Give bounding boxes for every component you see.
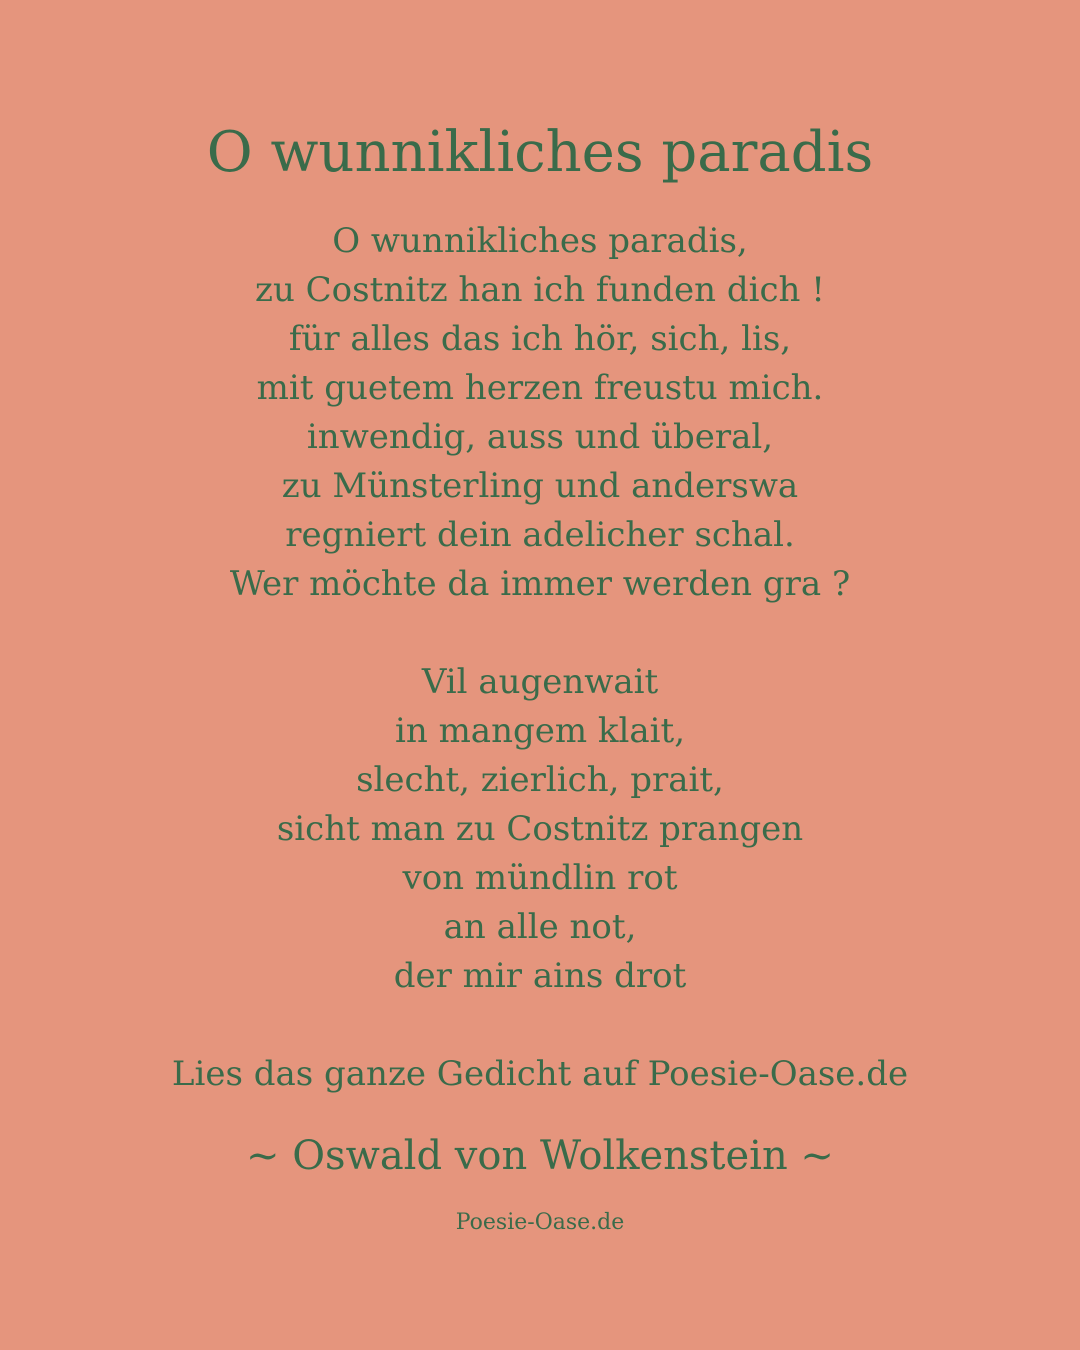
poem-line: regniert dein adelicher schal.: [285, 515, 795, 555]
stanza-2: [0, 658, 1080, 1001]
poem-line: O wunnikliches paradis,: [332, 221, 748, 261]
stanza-1: [0, 217, 1080, 609]
poem-line: der mir ains drot: [393, 956, 687, 996]
poem-line: slecht, zierlich, prait,: [356, 760, 724, 800]
poem-author: ~ Oswald von Wolkenstein ~: [246, 1133, 834, 1179]
poem-line: Vil augenwait: [421, 662, 659, 702]
poem-line: an alle not,: [443, 907, 637, 947]
site-watermark: Poesie-Oase.de: [455, 1210, 625, 1235]
poem-line: zu Costnitz han ich funden dich !: [255, 270, 825, 310]
poem-line: für alles das ich hör, sich, lis,: [288, 319, 792, 359]
poem-line: zu Münsterling und anderswa: [281, 466, 799, 506]
poem-line: von mündlin rot: [402, 858, 678, 898]
poem-line: in mangem klait,: [394, 711, 685, 751]
poem-line: Wer möchte da immer werden gra ?: [229, 564, 851, 604]
poem-title: O wunnikliches paradis: [206, 120, 874, 185]
poem-line: inwendig, auss und überal,: [306, 417, 774, 457]
read-full-poem-text: Lies das ganze Gedicht auf Poesie-Oase.de: [171, 1054, 909, 1094]
poem-line: sicht man zu Costnitz prangen: [276, 809, 804, 849]
poem-line: mit guetem herzen freustu mich.: [256, 368, 824, 408]
